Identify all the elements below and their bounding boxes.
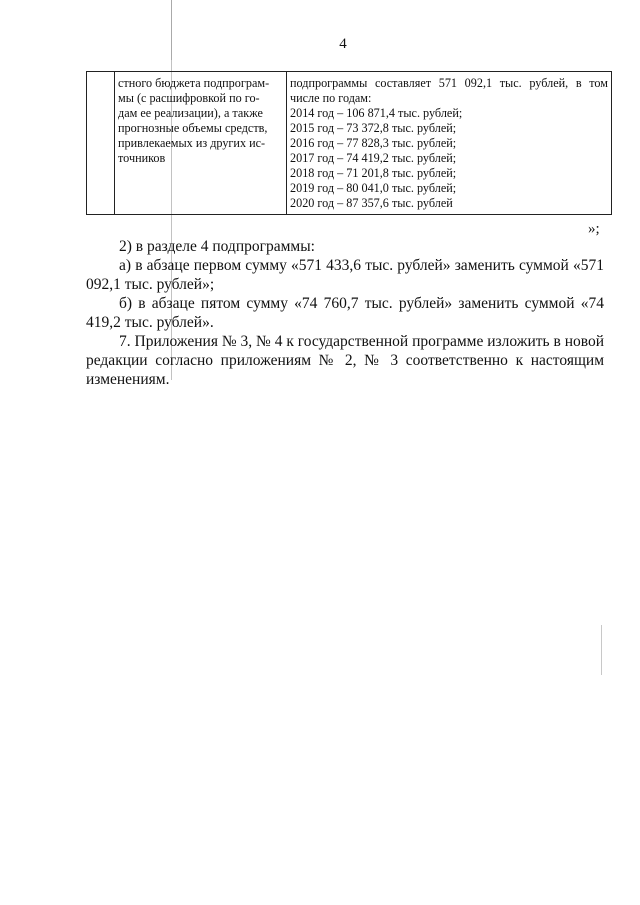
year-funding-line: 2018 год – 71 201,8 тыс. рублей; [290, 166, 457, 180]
subprogram-passport-table [86, 71, 612, 215]
year-funding-line: 2014 год – 106 871,4 тыс. рублей; [290, 106, 463, 120]
table-cell-value [287, 72, 612, 215]
label-line: стного бюджета подпрограм- [118, 76, 270, 90]
year-funding-line: 2017 год – 74 419,2 тыс. рублей; [290, 151, 457, 165]
closing-quote: »; [588, 221, 600, 237]
year-funding-line: 2015 год – 73 372,8 тыс. рублей; [290, 121, 457, 135]
paragraph-item-7: 7. Приложения № 3, № 4 к государственной программе изложить в новой редакции согласно приложениям № 2, № 3 соответственно к настоящим изменениям. [86, 333, 604, 388]
paragraph-item-b: б) в абзаце пятом сумму «74 760,7 тыс. рублей» заменить суммой «74 419,2 тыс. рублей». [86, 295, 604, 331]
year-funding-line: 2020 год – 87 357,6 тыс. рублей [290, 196, 453, 210]
label-line: привлекаемых из других ис- [118, 136, 266, 150]
table-cell-label [115, 72, 287, 215]
table-row [87, 72, 612, 215]
year-funding-line: 2019 год – 80 041,0 тыс. рублей; [290, 181, 457, 195]
paragraph-item-a: а) в абзаце первом сумму «571 433,6 тыс. рублей» заменить суммой «571 092,1 тыс. рублей»; [86, 257, 604, 293]
scan-artifact-mark [601, 625, 602, 675]
label-line: прогнозные объемы средств, [118, 121, 268, 135]
label-line: дам ее реализации), а также [118, 106, 263, 120]
page-number: 4 [339, 36, 347, 52]
label-line: мы (с расшифровкой по го- [118, 91, 260, 105]
label-line: точников [118, 151, 166, 165]
document-body [86, 237, 604, 389]
year-funding-line: 2016 год – 77 828,3 тыс. рублей; [290, 136, 457, 150]
table-cell-index [87, 72, 115, 215]
funding-total-text: подпрограммы составляет 571 092,1 тыс. рублей, в том числе по годам: [290, 76, 608, 105]
paragraph-section-4: 2) в разделе 4 подпрограммы: [119, 238, 315, 255]
